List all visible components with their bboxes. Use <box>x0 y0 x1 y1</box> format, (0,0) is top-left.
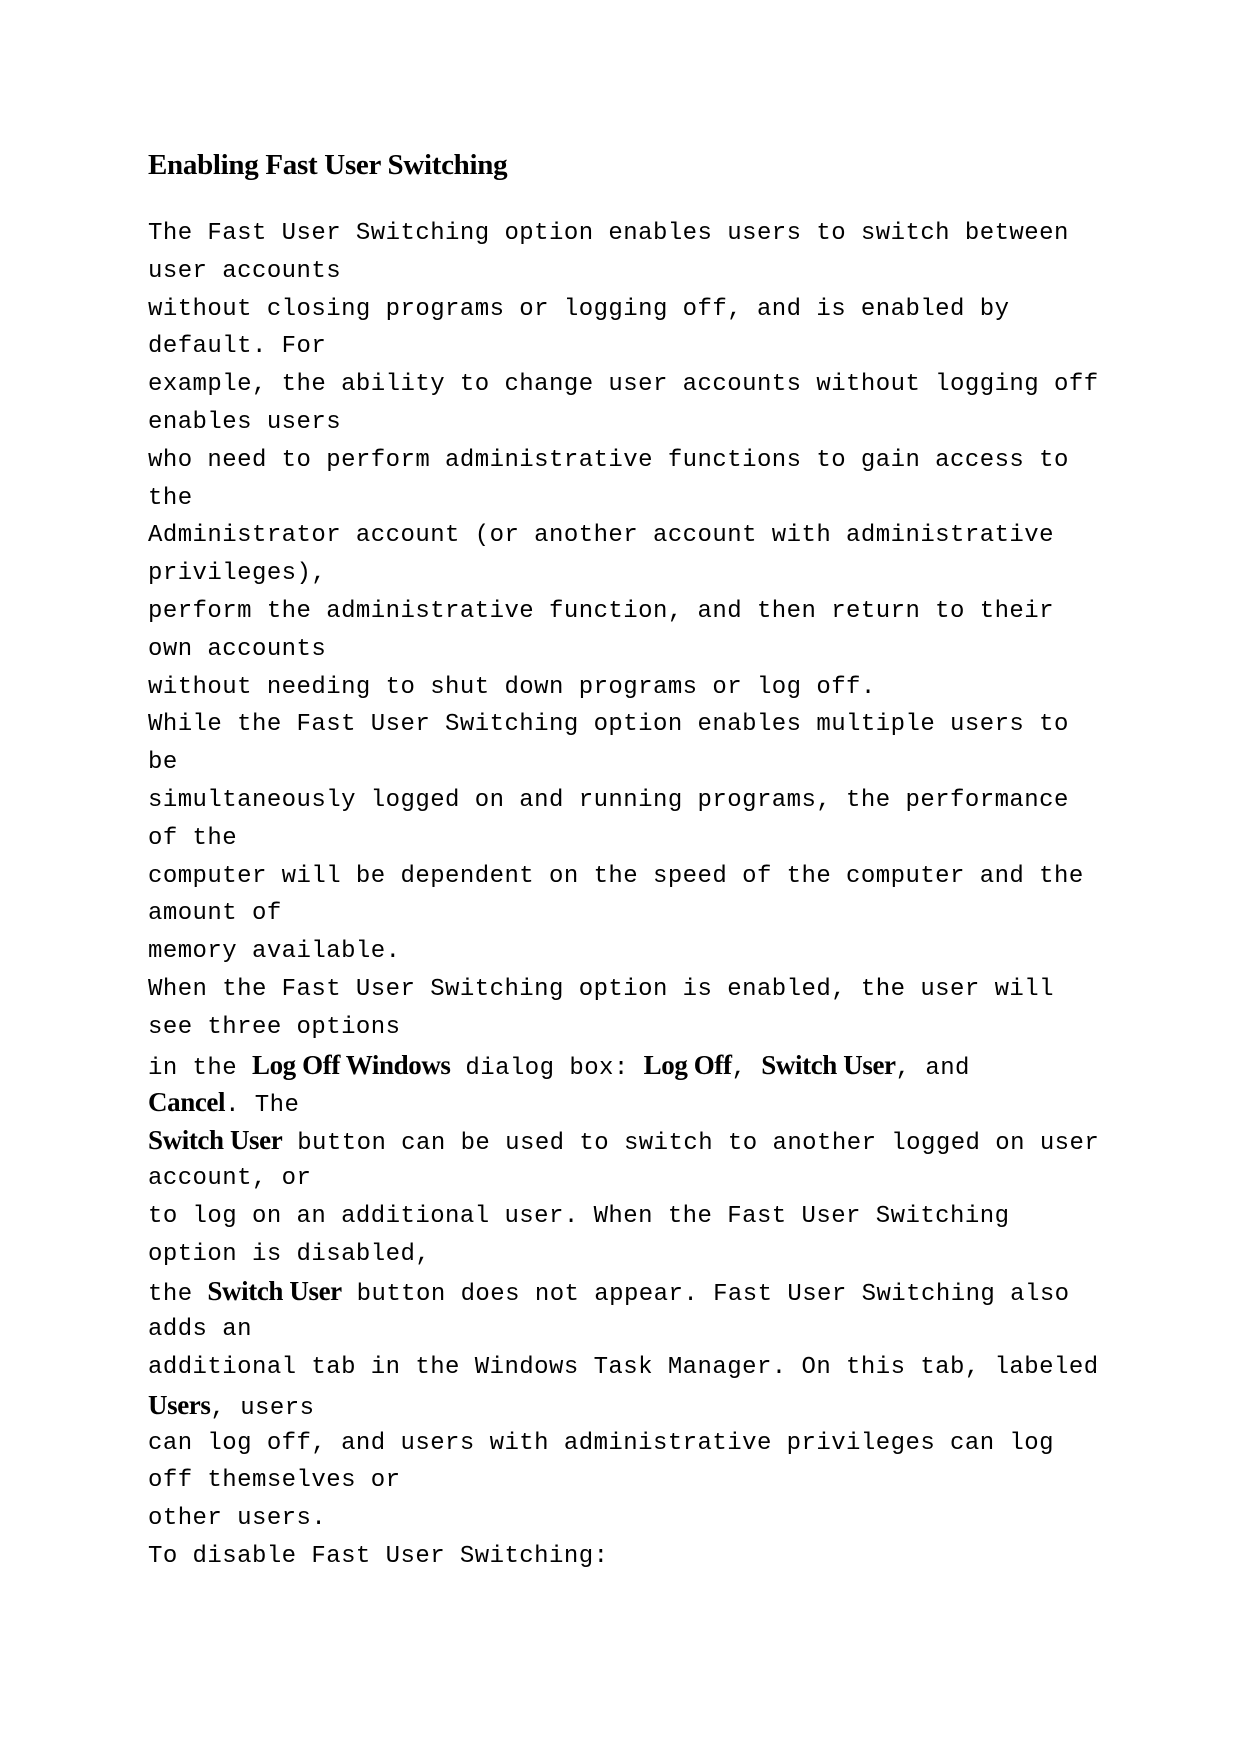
text-run: dialog box: <box>450 1054 644 1082</box>
text-line: option is disabled, <box>148 1240 431 1268</box>
bold-term-switch-user: Switch User <box>148 1125 283 1156</box>
document-title: Enabling Fast User Switching <box>148 149 508 181</box>
text-line: example, the ability to change user accounts without logging off <box>148 371 1099 399</box>
text-line: see three options <box>148 1013 401 1041</box>
text-line: To disable Fast User Switching: <box>148 1542 609 1570</box>
text-line <box>148 1122 1148 1160</box>
text-line: Administrator account (or another account with administrative <box>148 522 1054 550</box>
text-run: the <box>148 1281 208 1309</box>
text-run: , and <box>895 1054 970 1082</box>
text-line: without closing programs or logging off, and is enabled by <box>148 295 1010 323</box>
bold-term-switch-user: Switch User <box>761 1049 896 1080</box>
text-line: adds an <box>148 1316 252 1344</box>
text-line <box>148 1047 1148 1085</box>
text-run: in the <box>148 1054 252 1082</box>
text-line: of the <box>148 824 238 852</box>
bold-term-log-off: Log Off <box>643 1049 732 1080</box>
text-line: off themselves or <box>148 1467 401 1495</box>
text-line: default. For <box>148 333 327 361</box>
text-line: While the Fast User Switching option enables multiple users to <box>148 711 1069 739</box>
text-line: account, or <box>148 1164 312 1192</box>
text-line: be <box>148 749 178 777</box>
text-run: button does not appear. Fast User Switching also <box>341 1281 1070 1309</box>
text-line <box>148 1273 1148 1311</box>
text-run: . The <box>225 1092 300 1120</box>
text-line: perform the administrative function, and then return to their <box>148 597 1054 625</box>
bold-term-switch-user: Switch User <box>207 1276 342 1307</box>
text-line: additional tab in the Windows Task Manager. On this tab, labeled <box>148 1353 1099 1381</box>
text-line: other users. <box>148 1505 327 1533</box>
text-run: , <box>731 1054 762 1082</box>
text-line: simultaneously logged on and running programs, the performance <box>148 786 1069 814</box>
text-line: computer will be dependent on the speed of the computer and the <box>148 862 1084 890</box>
text-line: amount of <box>148 900 282 928</box>
text-run: , users <box>210 1394 315 1422</box>
text-line: memory available. <box>148 938 401 966</box>
text-line: can log off, and users with administrative privileges can log <box>148 1429 1054 1457</box>
text-line <box>148 1387 1148 1425</box>
text-line: enables users <box>148 408 342 436</box>
text-line: who need to perform administrative functions to gain access to <box>148 446 1069 474</box>
bold-term-cancel: Cancel <box>148 1087 226 1118</box>
text-run: button can be used to switch to another logged on user <box>282 1130 1100 1158</box>
text-line: privileges), <box>148 560 327 588</box>
text-line: user accounts <box>148 257 342 285</box>
text-line: the <box>148 484 193 512</box>
text-line: to log on an additional user. When the Fast User Switching <box>148 1202 1010 1230</box>
bold-term-log-off-windows: Log Off Windows <box>251 1049 451 1080</box>
text-line: own accounts <box>148 635 327 663</box>
document-body <box>148 215 1148 1576</box>
text-line <box>148 1084 1148 1122</box>
bold-term-users: Users <box>148 1389 211 1420</box>
text-line: without needing to shut down programs or log off. <box>148 673 876 701</box>
text-line: When the Fast User Switching option is enabled, the user will <box>148 975 1054 1003</box>
text-line: The Fast User Switching option enables users to switch between <box>148 220 1069 247</box>
